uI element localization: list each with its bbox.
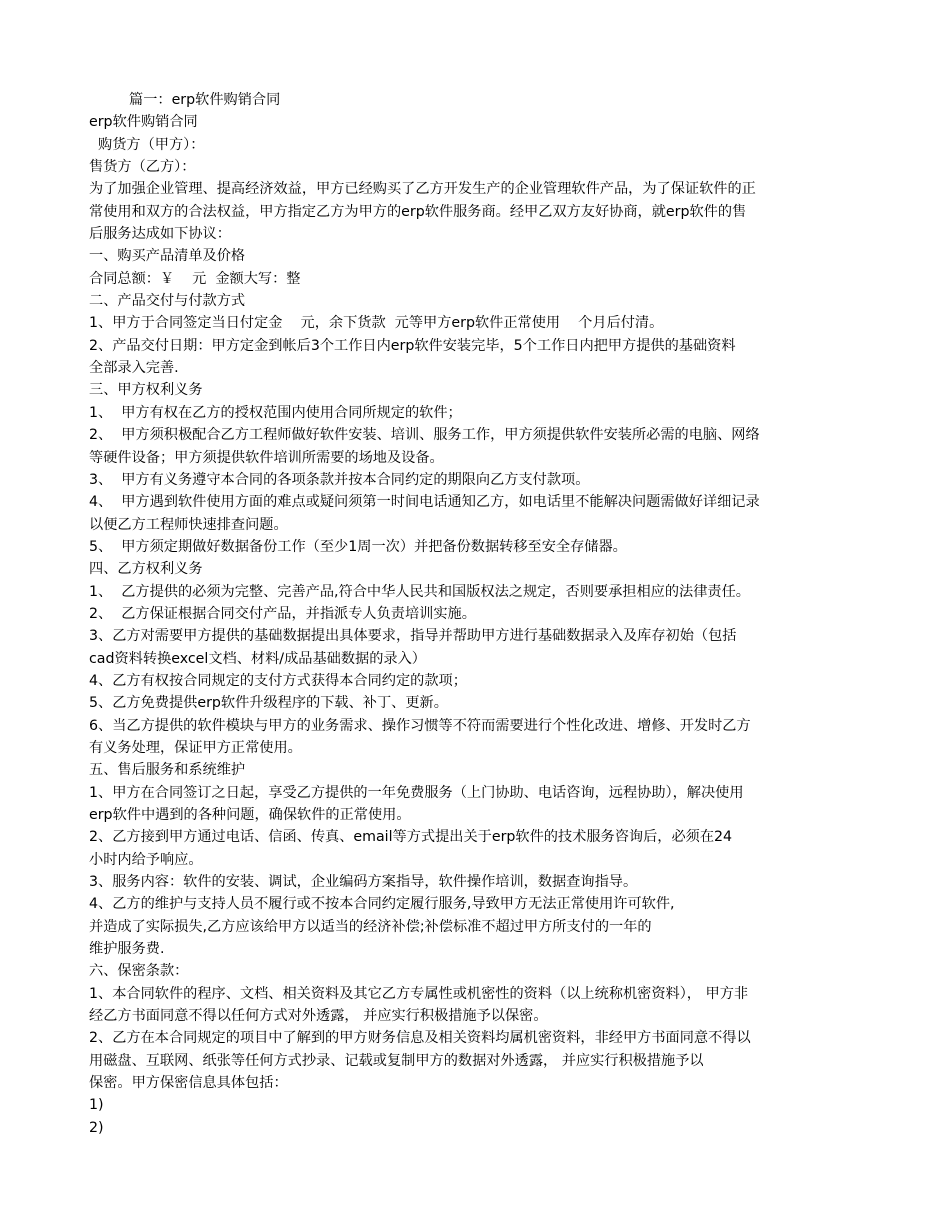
contract-document: [89, 89, 869, 1139]
clause-line: 2、 乙方保证根据合同交付产品，并指派专人负责培训实施。: [89, 605, 476, 622]
clause-line: 维护服务费.: [89, 941, 165, 958]
clause-line: 5、乙方免费提供erp软件升级程序的下载、补丁、更新。: [89, 695, 448, 712]
preamble-line: 常使用和双方的合法权益，甲方指定乙方为甲方的erp软件服务商。经甲乙双方友好协商，就erp软件的售: [89, 203, 747, 220]
clause-line: 1、甲方于合同签定当日付定金 元，余下货款 元等甲方erp软件正常使用 个月后付清。: [89, 315, 664, 332]
clause-line: 4、乙方的维护与支持人员不履行或不按本合同约定履行服务,导致甲方无法正常使用许可软件,: [89, 896, 675, 913]
clause-line: 6、当乙方提供的软件模块与甲方的业务需求、操作习惯等不符而需要进行个性化改进、增修、开发时乙方: [89, 717, 751, 734]
section-heading: 四、乙方权利义务: [89, 561, 203, 578]
clause-line: 3、服务内容：软件的安装、调试，企业编码方案指导，软件操作培训，数据查询指导。: [89, 874, 638, 891]
section-heading: 五、售后服务和系统维护: [89, 762, 246, 779]
clause-line: 1、 甲方有权在乙方的授权范围内使用合同所规定的软件；: [89, 404, 462, 421]
clause-line: 等硬件设备；甲方须提供软件培训所需要的场地及设备。: [89, 449, 444, 466]
clause-line: 4、 甲方遇到软件使用方面的难点或疑问须第一时间电话通知乙方，如电话里不能解决问题需做好详细记录: [89, 494, 760, 511]
clause-line: 2、 甲方须积极配合乙方工程师做好软件安装、培训、服务工作，甲方须提供软件安装所必需的电脑、网络: [89, 427, 760, 444]
clause-line: 2、产品交付日期：甲方定金到帐后3个工作日内erp软件安装完毕，5个工作日内把甲方提供的基础资料: [89, 337, 736, 354]
clause-line: 并造成了实际损失,乙方应该给甲方以适当的经济补偿;补偿标准不超过甲方所支付的一年的: [89, 918, 652, 935]
contract-total: 合同总额：￥ 元 金额大写：整: [89, 270, 301, 287]
clause-line: 经乙方书面同意不得以任何方式对外透露， 并应实行积极措施予以保密。: [89, 1008, 548, 1025]
clause-line: 用磁盘、互联网、纸张等任何方式抄录、记载或复制甲方的数据对外透露， 并应实行积极措施予以: [89, 1052, 704, 1069]
contract-title: erp软件购销合同: [89, 114, 198, 131]
clause-line: 3、乙方对需要甲方提供的基础数据提出具体要求，指导并帮助甲方进行基础数据录入及库存初始（包括: [89, 628, 737, 645]
seller-party: 售货方（乙方）：: [89, 159, 196, 176]
clause-line: 有义务处理，保证甲方正常使用。: [89, 739, 302, 756]
clause-line: 以便乙方工程师快速排查问题。: [89, 516, 288, 533]
buyer-party: 购货方（甲方）：: [89, 136, 205, 153]
clause-line: 4、乙方有权按合同规定的支付方式获得本合同约定的款项；: [89, 672, 467, 689]
clause-line: 3、 甲方有义务遵守本合同的各项条款并按本合同约定的期限向乙方支付款项。: [89, 471, 590, 488]
clause-line: 全部录入完善.: [89, 360, 179, 377]
clause-line: cad资料转换excel文档、材料/成品基础数据的录入）: [89, 650, 426, 667]
clause-line: 1、 乙方提供的必须为完整、完善产品,符合中华人民共和国版权法之规定，否则要承担相应的法律责任。: [89, 583, 750, 600]
section-heading: 三、甲方权利义务: [89, 382, 203, 399]
preamble-line: 后服务达成如下协议：: [89, 226, 231, 243]
clause-line: erp软件中遇到的各种问题，确保软件的正常使用。: [89, 807, 411, 823]
clause-line: 5、 甲方须定期做好数据备份工作（至少1周一次）并把备份数据转移至安全存储器。: [89, 538, 627, 555]
clause-line: 小时内给予响应。: [89, 851, 203, 868]
section-heading: 二、产品交付与付款方式: [89, 293, 246, 310]
article-heading: 篇一：erp软件购销合同: [129, 92, 281, 108]
clause-line: 保密。甲方保密信息具体包括：: [89, 1075, 288, 1092]
clause-line: 1、甲方在合同签订之日起，享受乙方提供的一年免费服务（上门协助、电话咨询，远程协助），解决使用: [89, 784, 744, 801]
section-heading: 一、购买产品清单及价格: [89, 248, 246, 265]
section-heading: 六、保密条款：: [89, 963, 189, 980]
preamble-line: 为了加强企业管理、提高经济效益，甲方已经购买了乙方开发生产的企业管理软件产品，为了保证软件的正: [89, 181, 756, 198]
list-marker: 1): [89, 1097, 104, 1114]
list-marker: 2): [89, 1119, 104, 1136]
clause-line: 1、本合同软件的程序、文档、相关资料及其它乙方专属性或机密性的资料（以上统称机密资料）， 甲方非: [89, 985, 749, 1002]
clause-line: 2、乙方接到甲方通过电话、信函、传真、email等方式提出关于erp软件的技术服务咨询后，必须在24: [89, 829, 733, 846]
clause-line: 2、乙方在本合同规定的项目中了解到的甲方财务信息及相关资料均属机密资料，非经甲方书面同意不得以: [89, 1030, 751, 1047]
